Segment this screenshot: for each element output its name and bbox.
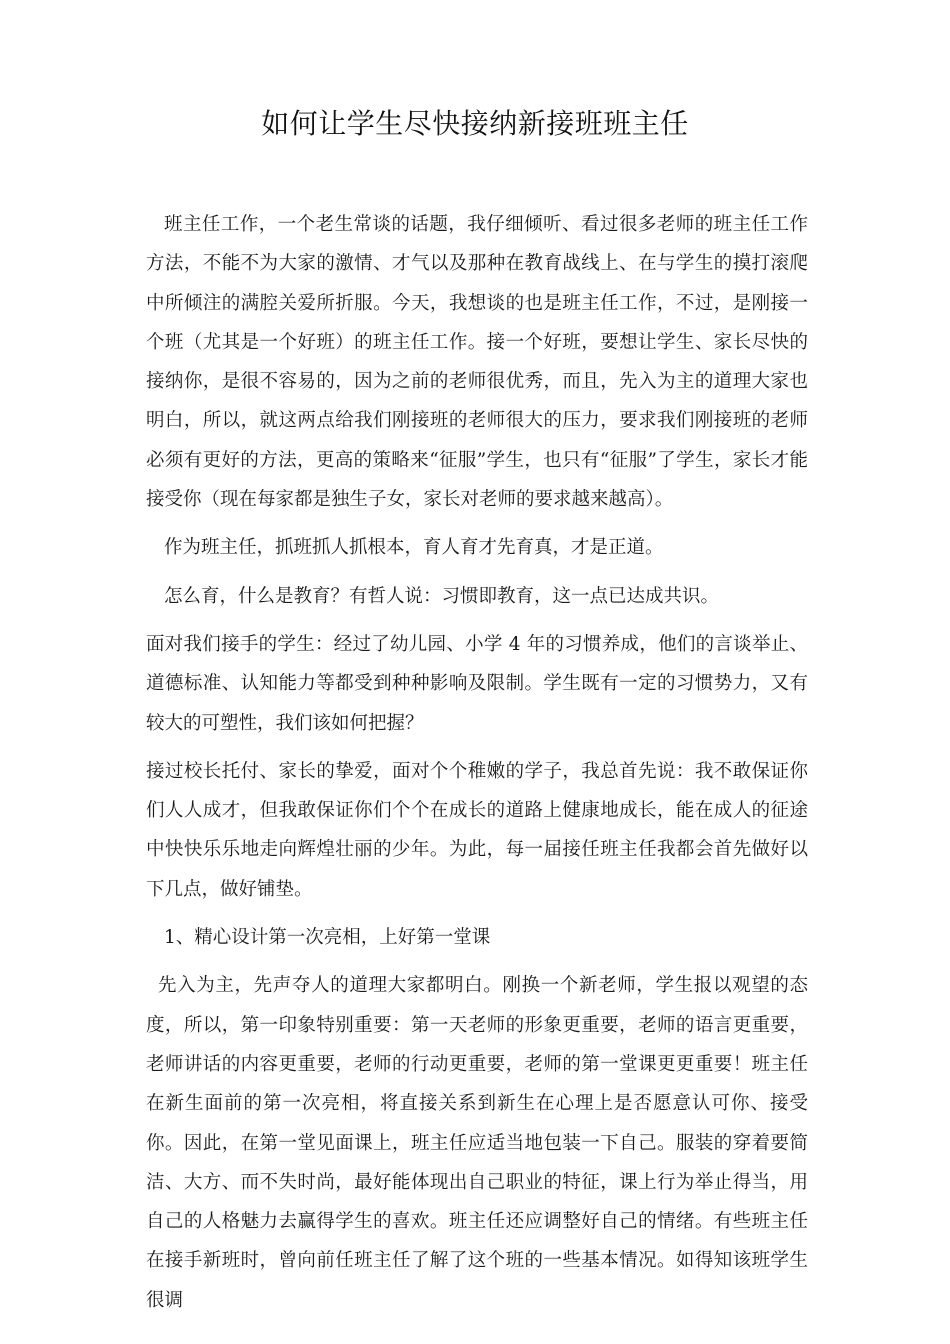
- document-title: 如何让学生尽快接纳新接班班主任: [261, 107, 689, 140]
- paragraph-principle: 作为班主任，抓班抓人抓根本，育人育才先育真，才是正道。: [164, 537, 664, 559]
- paragraph-habit: 怎么育，什么是教育？有哲人说：习惯即教育，这一点已达成共识。: [164, 585, 720, 607]
- section-heading-1: 1、精心设计第一次亮相，上好第一堂课: [164, 927, 491, 949]
- document-body: [146, 205, 808, 1320]
- paragraph-students: 面对我们接手的学生：经过了幼儿园、小学 4 年的习惯养成，他们的言谈举止、道德标准、认知能力等都受到种种影响及限制。学生既有一定的习惯势力，又有较大的可塑性，我们该如何把握？: [146, 633, 808, 734]
- paragraph-promise: 接过校长托付、家长的挚爱，面对个个稚嫩的学子，我总首先说：我不敢保证你们人人成才，但我敢保证你们个个在成长的道路上健康地成长，能在成人的征途中快快乐乐地走向辉煌壮丽的少年。为此，每一届接任班主任我都会首先做好以下几点，做好铺垫。: [146, 760, 808, 900]
- paragraph-first-impression: 先入为主，先声夺人的道理大家都明白。刚换一个新老师，学生报以观望的态度，所以，第一印象特别重要：第一天老师的形象更重要，老师的语言更重要，老师讲话的内容更重要，老师的行动更重要，老师的第一堂课更更重要！班主任在新生面前的第一次亮相，将直接关系到新生在心理上是否愿意认可你、接受你。因此，在第一堂见面课上，班主任应适当地包装一下自己。服装的穿着要简洁、大方、而不失时尚，最好能体现出自己职业的特征，课上行为举止得当，用自己的人格魅力去赢得学生的喜欢。班主任还应调整好自己的情绪。有些班主任在接手新班时，曾向前任班主任了解了这个班的一些基本情况。如得知该班学生很调: [146, 975, 808, 1311]
- paragraph-intro: 班主任工作，一个老生常谈的话题，我仔细倾听、看过很多老师的班主任工作方法，不能不为大家的激情、才气以及那种在教育战线上、在与学生的摸打滚爬中所倾注的满腔关爱所折服。今天，我想谈的也是班主任工作，不过，是刚接一个班（尤其是一个好班）的班主任工作。接一个好班，要想让学生、家长尽快的接纳你，是很不容易的，因为之前的老师很优秀，而且，先入为主的道理大家也明白，所以，就这两点给我们刚接班的老师很大的压力，要求我们刚接班的老师必须有更好的方法，更高的策略来“征服”学生，也只有“征服”了学生，家长才能接受你（现在每家都是独生子女，家长对老师的要求越来越高）。: [146, 214, 808, 511]
